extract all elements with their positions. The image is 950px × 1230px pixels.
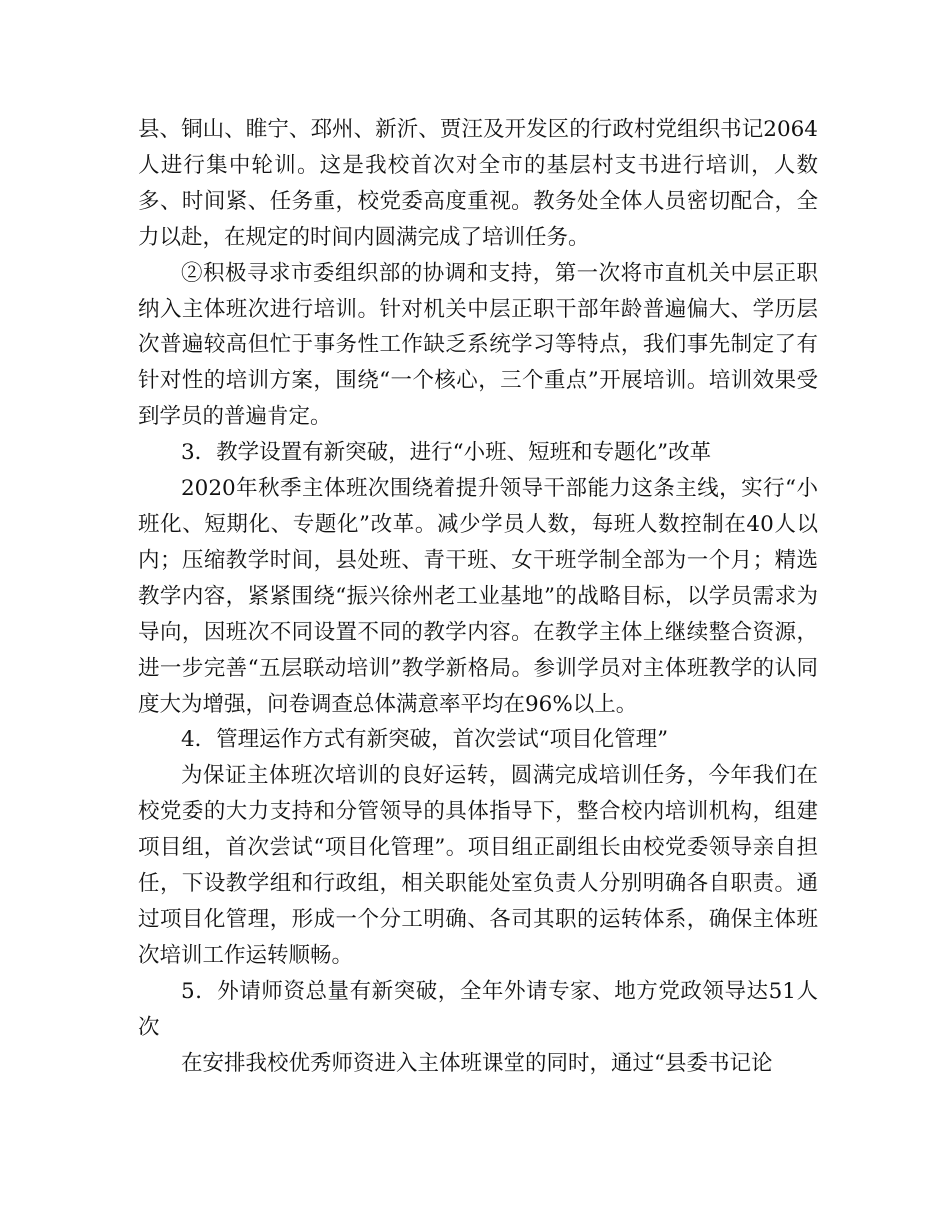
paragraph-project-management: 为保证主体班次培训的良好运转，圆满完成培训任务，今年我们在校党委的大力支持和分管领导的具体指导下，整合校内培训机构，组建项目组，首次尝试“项目化管理”。项目组正副组长由校党委领导亲自担任，下设教学组和行政组，相关职能处室负责人分别明确各自职责。通过项目化管理，形成一个分工明确、各司其职的运转体系，确保主体班次培训工作运转顺畅。: [138, 763, 818, 968]
paragraph-faculty-arrangement: 在安排我校优秀师资进入主体班课堂的同时，通过“县委书记论: [181, 1050, 773, 1076]
heading-external-faculty: 5．外请师资总量有新突破，全年外请专家、地方党政领导达51人次: [138, 978, 818, 1040]
document-body: [138, 112, 818, 1081]
heading-teaching-breakthrough: 3．教学设置有新突破，进行“小班、短班和专题化”改革: [181, 440, 712, 466]
paragraph-village-secretary-training: 县、铜山、睢宁、邳州、新沂、贾汪及开发区的行政村党组织书记2064人进行集中轮训。这是我校首次对全市的基层村支书进行培训，人数多、时间紧、任务重，校党委高度重视。教务处全体人员密切配合，全力以赴，在规定的时间内圆满完成了培训任务。: [138, 117, 818, 250]
paragraph-mid-level-officials: ②积极寻求市委组织部的协调和支持，第一次将市直机关中层正职纳入主体班次进行培训。针对机关中层正职干部年龄普遍偏大、学历层次普遍较高但忙于事务性工作缺乏系统学习等特点，我们事先制定了有针对性的培训方案，围绕“一个核心，三个重点”开展培训。培训效果受到学员的普遍肯定。: [138, 260, 818, 430]
paragraph-class-reform: 2020年秋季主体班次围绕着提升领导干部能力这条主线，实行“小班化、短期化、专题化”改革。减少学员人数，每班人数控制在40人以内；压缩教学时间，县处班、青干班、女干班学制全部为一个月；精选教学内容，紧紧围绕“振兴徐州老工业基地”的战略目标，以学员需求为导向，因班次不同设置不同的教学内容。在教学主体上继续整合资源，进一步完善“五层联动培训”教学新格局。参训学员对主体班教学的认同度大为增强，问卷调查总体满意率平均在96%以上。: [138, 476, 818, 717]
heading-management-breakthrough: 4．管理运作方式有新突破，首次尝试“项目化管理”: [181, 727, 669, 753]
